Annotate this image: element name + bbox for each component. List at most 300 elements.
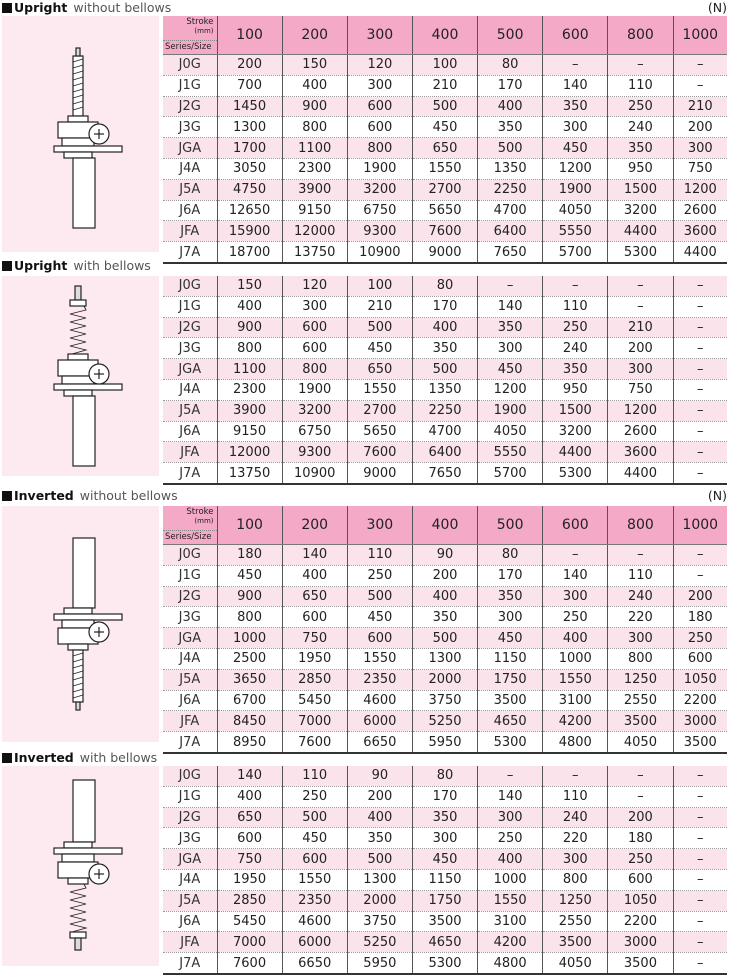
series-size-cell: J0G <box>163 55 217 76</box>
load-value-cell: 900 <box>217 317 282 338</box>
load-value-cell: 800 <box>282 359 347 380</box>
stroke-header: 800 <box>608 16 673 55</box>
load-value-cell: 800 <box>217 338 282 359</box>
load-value-cell: 250 <box>347 565 412 586</box>
load-value-cell: 4700 <box>412 421 477 442</box>
load-value-cell: 6400 <box>478 221 543 242</box>
stroke-header: 500 <box>478 506 543 545</box>
load-value-cell: 1550 <box>347 379 412 400</box>
load-value-cell: 400 <box>217 786 282 807</box>
load-value-cell: 80 <box>478 55 543 76</box>
load-value-cell: 3500 <box>608 711 673 732</box>
load-value-cell: 350 <box>478 117 543 138</box>
load-value-cell: 800 <box>608 648 673 669</box>
load-value-cell: 1550 <box>478 890 543 911</box>
jack-diagram-upright-with-bellows <box>2 276 159 476</box>
load-value-cell: 9300 <box>282 442 347 463</box>
load-value-cell: 5700 <box>543 242 608 263</box>
load-value-cell: 15900 <box>217 221 282 242</box>
load-value-cell: 3200 <box>282 400 347 421</box>
series-size-cell: J6A <box>163 200 217 221</box>
load-value-cell: 7650 <box>412 463 477 484</box>
load-value-cell: 3200 <box>608 200 673 221</box>
load-value-cell: 400 <box>412 317 477 338</box>
table-row <box>163 669 727 690</box>
load-value-cell: 5950 <box>347 953 412 974</box>
load-value-cell: 240 <box>543 338 608 359</box>
load-value-cell: 2700 <box>347 400 412 421</box>
load-value-cell: 1000 <box>543 648 608 669</box>
load-value-cell: – <box>673 442 727 463</box>
load-value-cell: – <box>673 807 727 828</box>
load-value-cell: 9000 <box>347 463 412 484</box>
load-value-cell: 1150 <box>478 648 543 669</box>
load-value-cell: 9150 <box>217 421 282 442</box>
load-value-cell: 210 <box>347 296 412 317</box>
load-value-cell: 1200 <box>478 379 543 400</box>
load-value-cell: 1900 <box>347 158 412 179</box>
load-value-cell: 500 <box>412 628 477 649</box>
load-value-cell: 80 <box>412 766 477 786</box>
load-value-cell: 750 <box>282 628 347 649</box>
series-size-cell: JGA <box>163 628 217 649</box>
load-value-cell: 9300 <box>347 221 412 242</box>
load-value-cell: 3500 <box>543 932 608 953</box>
load-table-upright-with-bellows <box>163 276 727 485</box>
series-size-cell: J7A <box>163 242 217 263</box>
square-bullet-icon <box>2 753 12 763</box>
series-size-cell: J5A <box>163 179 217 200</box>
load-value-cell: 3500 <box>673 732 727 753</box>
load-value-cell: 5550 <box>543 221 608 242</box>
load-value-cell: 2000 <box>412 669 477 690</box>
load-value-cell: 3500 <box>412 911 477 932</box>
load-value-cell: – <box>673 890 727 911</box>
load-table-inverted-without-bellows <box>163 506 727 754</box>
series-size-cell: J3G <box>163 338 217 359</box>
table-row <box>163 96 727 117</box>
load-value-cell: 210 <box>673 96 727 117</box>
load-value-cell: 600 <box>608 869 673 890</box>
table-row <box>163 296 727 317</box>
jack-diagram-upright-without-bellows <box>2 16 159 252</box>
load-value-cell: 1300 <box>412 648 477 669</box>
jack-diagram-inverted-without-bellows <box>2 506 159 742</box>
load-value-cell: 3500 <box>478 690 543 711</box>
load-value-cell: 4800 <box>478 953 543 974</box>
load-value-cell: 7600 <box>412 221 477 242</box>
load-value-cell: 8450 <box>217 711 282 732</box>
load-value-cell: 7650 <box>478 242 543 263</box>
load-value-cell: 1250 <box>543 890 608 911</box>
load-value-cell: 1550 <box>282 869 347 890</box>
series-size-cell: J5A <box>163 400 217 421</box>
stroke-header: 800 <box>608 506 673 545</box>
load-value-cell: 100 <box>412 55 477 76</box>
load-value-cell: 4050 <box>478 421 543 442</box>
load-value-cell: 500 <box>412 359 477 380</box>
load-value-cell: 400 <box>478 96 543 117</box>
inverted-jack-icon <box>2 506 159 742</box>
load-value-cell: 450 <box>347 607 412 628</box>
table-row <box>163 766 727 786</box>
load-value-cell: 900 <box>217 586 282 607</box>
load-value-cell: – <box>673 379 727 400</box>
load-value-cell: 4050 <box>608 732 673 753</box>
stroke-header: 1000 <box>673 506 727 545</box>
load-value-cell: 1000 <box>478 869 543 890</box>
table-row <box>163 400 727 421</box>
section-inverted-without-bellows <box>0 488 729 750</box>
load-value-cell: 80 <box>478 545 543 566</box>
load-value-cell: 500 <box>282 807 347 828</box>
load-value-cell: 10900 <box>347 242 412 263</box>
load-value-cell: 1300 <box>347 869 412 890</box>
load-value-cell: 240 <box>543 807 608 828</box>
load-value-cell: 150 <box>282 55 347 76</box>
load-value-cell: 13750 <box>217 463 282 484</box>
load-value-cell: 5650 <box>412 200 477 221</box>
load-value-cell: 450 <box>543 138 608 159</box>
table-row <box>163 828 727 849</box>
load-value-cell: 1950 <box>217 869 282 890</box>
series-size-cell: J4A <box>163 648 217 669</box>
series-size-cell: J2G <box>163 96 217 117</box>
load-value-cell: – <box>608 786 673 807</box>
load-value-cell: 200 <box>673 117 727 138</box>
table-row <box>163 221 727 242</box>
load-value-cell: 3650 <box>217 669 282 690</box>
load-value-cell: 4650 <box>412 932 477 953</box>
load-value-cell: 4400 <box>608 463 673 484</box>
series-size-cell: J6A <box>163 690 217 711</box>
load-value-cell: 1200 <box>608 400 673 421</box>
table-row <box>163 953 727 974</box>
load-value-cell: – <box>543 55 608 76</box>
load-value-cell: 1050 <box>673 669 727 690</box>
load-value-cell: 120 <box>282 276 347 296</box>
stroke-header: 1000 <box>673 16 727 55</box>
load-value-cell: 4600 <box>282 911 347 932</box>
load-value-cell: 1050 <box>608 890 673 911</box>
load-value-cell: 5650 <box>347 421 412 442</box>
load-value-cell: 1550 <box>412 158 477 179</box>
square-bullet-icon <box>2 261 12 271</box>
load-value-cell: 500 <box>347 586 412 607</box>
load-value-cell: 12000 <box>282 221 347 242</box>
load-value-cell: 400 <box>543 628 608 649</box>
load-value-cell: 10900 <box>282 463 347 484</box>
load-value-cell: 3200 <box>543 421 608 442</box>
load-value-cell: 350 <box>543 359 608 380</box>
load-value-cell: 2550 <box>608 690 673 711</box>
load-value-cell: – <box>478 766 543 786</box>
load-value-cell: – <box>673 932 727 953</box>
load-value-cell: 220 <box>543 828 608 849</box>
unit-label: (N) <box>707 488 727 503</box>
series-size-cell: J0G <box>163 545 217 566</box>
table-row <box>163 442 727 463</box>
load-value-cell: 3750 <box>347 911 412 932</box>
load-value-cell: – <box>673 565 727 586</box>
load-value-cell: 500 <box>478 138 543 159</box>
load-value-cell: 250 <box>282 786 347 807</box>
stroke-header: 200 <box>282 506 347 545</box>
load-value-cell: 1950 <box>282 648 347 669</box>
load-value-cell: 300 <box>608 359 673 380</box>
load-value-cell: 350 <box>478 317 543 338</box>
load-value-cell: – <box>543 766 608 786</box>
load-value-cell: 450 <box>347 338 412 359</box>
load-value-cell: – <box>478 276 543 296</box>
load-value-cell: 4200 <box>478 932 543 953</box>
load-value-cell: 4700 <box>478 200 543 221</box>
load-value-cell: 200 <box>673 586 727 607</box>
stroke-header: 100 <box>217 16 282 55</box>
table-row <box>163 648 727 669</box>
section-inverted-with-bellows <box>0 750 729 969</box>
load-value-cell: 400 <box>217 296 282 317</box>
load-value-cell: 3750 <box>412 690 477 711</box>
load-value-cell: – <box>673 953 727 974</box>
series-size-cell: J2G <box>163 317 217 338</box>
load-value-cell: 400 <box>282 565 347 586</box>
load-value-cell: 200 <box>217 55 282 76</box>
load-value-cell: – <box>673 400 727 421</box>
load-value-cell: 1300 <box>217 117 282 138</box>
table-row <box>163 179 727 200</box>
load-value-cell: – <box>673 828 727 849</box>
series-size-cell: J2G <box>163 586 217 607</box>
load-value-cell: 1100 <box>282 138 347 159</box>
load-value-cell: 350 <box>412 807 477 828</box>
load-value-cell: 600 <box>282 849 347 870</box>
series-size-cell: J7A <box>163 732 217 753</box>
load-value-cell: 1250 <box>608 669 673 690</box>
load-value-cell: 3900 <box>217 400 282 421</box>
stroke-header: 200 <box>282 16 347 55</box>
load-value-cell: – <box>673 463 727 484</box>
load-value-cell: 650 <box>217 807 282 828</box>
load-value-cell: 150 <box>217 276 282 296</box>
load-value-cell: 600 <box>217 828 282 849</box>
series-size-cell: J4A <box>163 379 217 400</box>
table-row <box>163 628 727 649</box>
load-value-cell: 300 <box>543 586 608 607</box>
load-value-cell: 200 <box>608 338 673 359</box>
series-size-cell: J1G <box>163 75 217 96</box>
load-value-cell: 300 <box>347 75 412 96</box>
table-row <box>163 158 727 179</box>
load-value-cell: 100 <box>347 276 412 296</box>
table-row <box>163 786 727 807</box>
load-value-cell: 4600 <box>347 690 412 711</box>
load-value-cell: 300 <box>608 628 673 649</box>
load-value-cell: 450 <box>478 628 543 649</box>
series-size-cell: JFA <box>163 442 217 463</box>
load-value-cell: 600 <box>673 648 727 669</box>
load-value-cell: 900 <box>282 96 347 117</box>
jack-diagram-inverted-with-bellows <box>2 766 159 966</box>
load-value-cell: 2200 <box>673 690 727 711</box>
load-value-cell: 400 <box>347 807 412 828</box>
load-value-cell: 750 <box>673 158 727 179</box>
table-row <box>163 586 727 607</box>
series-size-cell: J0G <box>163 276 217 296</box>
load-value-cell: 300 <box>543 849 608 870</box>
load-value-cell: 180 <box>217 545 282 566</box>
series-size-cell: J3G <box>163 828 217 849</box>
square-bullet-icon <box>2 3 12 13</box>
load-value-cell: 7600 <box>282 732 347 753</box>
load-value-cell: 350 <box>412 607 477 628</box>
stroke-header: 400 <box>412 506 477 545</box>
load-value-cell: 140 <box>217 766 282 786</box>
table-row <box>163 869 727 890</box>
load-value-cell: 1350 <box>412 379 477 400</box>
load-value-cell: 7600 <box>347 442 412 463</box>
table-row <box>163 338 727 359</box>
load-value-cell: 6400 <box>412 442 477 463</box>
load-value-cell: 300 <box>543 117 608 138</box>
load-value-cell: 1750 <box>412 890 477 911</box>
table-row <box>163 890 727 911</box>
series-size-cell: JGA <box>163 849 217 870</box>
load-value-cell: 6750 <box>347 200 412 221</box>
load-value-cell: 1700 <box>217 138 282 159</box>
load-value-cell: 170 <box>478 75 543 96</box>
load-value-cell: 5250 <box>347 932 412 953</box>
load-value-cell: 750 <box>217 849 282 870</box>
load-value-cell: 4050 <box>543 200 608 221</box>
load-value-cell: – <box>673 55 727 76</box>
load-value-cell: 450 <box>412 117 477 138</box>
load-value-cell: 600 <box>282 317 347 338</box>
load-value-cell: 170 <box>412 296 477 317</box>
load-value-cell: 110 <box>608 75 673 96</box>
table-header-row <box>163 16 727 55</box>
load-value-cell: 1200 <box>543 158 608 179</box>
table-row <box>163 807 727 828</box>
table-row <box>163 200 727 221</box>
load-value-cell: – <box>673 911 727 932</box>
load-value-cell: 8950 <box>217 732 282 753</box>
load-value-cell: – <box>608 766 673 786</box>
stroke-header: 600 <box>543 506 608 545</box>
load-value-cell: – <box>608 545 673 566</box>
load-value-cell: 4650 <box>478 711 543 732</box>
section-title: Inverted without bellows <box>2 488 178 504</box>
table-row <box>163 849 727 870</box>
load-value-cell: 2000 <box>347 890 412 911</box>
load-value-cell: – <box>673 786 727 807</box>
load-value-cell: 450 <box>478 359 543 380</box>
load-value-cell: 4400 <box>608 221 673 242</box>
section-title: Inverted with bellows <box>2 750 157 766</box>
load-value-cell: 2700 <box>412 179 477 200</box>
section-upright-with-bellows <box>0 258 729 481</box>
table-row <box>163 317 727 338</box>
corner-header-cell: Stroke (mm) Series/Size <box>163 16 217 55</box>
series-size-cell: J4A <box>163 158 217 179</box>
load-value-cell: 500 <box>347 849 412 870</box>
series-size-cell: J5A <box>163 669 217 690</box>
load-value-cell: 950 <box>543 379 608 400</box>
load-value-cell: 200 <box>412 565 477 586</box>
table-row <box>163 359 727 380</box>
load-value-cell: 600 <box>282 607 347 628</box>
load-value-cell: 1900 <box>478 400 543 421</box>
table-row <box>163 690 727 711</box>
load-value-cell: 170 <box>478 565 543 586</box>
load-value-cell: 3600 <box>673 221 727 242</box>
load-value-cell: 800 <box>217 607 282 628</box>
load-value-cell: – <box>673 766 727 786</box>
load-value-cell: 650 <box>347 359 412 380</box>
table-row <box>163 565 727 586</box>
load-value-cell: 350 <box>543 96 608 117</box>
load-value-cell: 650 <box>412 138 477 159</box>
load-value-cell: 2200 <box>608 911 673 932</box>
load-value-cell: 2600 <box>673 200 727 221</box>
load-value-cell: 700 <box>217 75 282 96</box>
table-row <box>163 55 727 76</box>
upright-bellows-jack-icon <box>2 276 159 476</box>
load-value-cell: – <box>608 276 673 296</box>
load-value-cell: 6750 <box>282 421 347 442</box>
table-row <box>163 463 727 484</box>
load-value-cell: 4800 <box>543 732 608 753</box>
load-value-cell: 2550 <box>543 911 608 932</box>
load-value-cell: 2350 <box>282 890 347 911</box>
load-value-cell: – <box>673 849 727 870</box>
load-value-cell: 450 <box>217 565 282 586</box>
load-value-cell: 250 <box>608 96 673 117</box>
table-row <box>163 117 727 138</box>
load-value-cell: 6650 <box>282 953 347 974</box>
load-value-cell: 240 <box>608 117 673 138</box>
load-value-cell: – <box>673 338 727 359</box>
load-value-cell: 400 <box>412 586 477 607</box>
load-value-cell: 240 <box>608 586 673 607</box>
load-value-cell: 200 <box>608 807 673 828</box>
load-value-cell: 250 <box>478 828 543 849</box>
load-value-cell: 110 <box>282 766 347 786</box>
load-value-cell: 600 <box>347 117 412 138</box>
load-value-cell: 2300 <box>217 379 282 400</box>
load-value-cell: 1150 <box>412 869 477 890</box>
table-row <box>163 711 727 732</box>
load-value-cell: 600 <box>347 96 412 117</box>
square-bullet-icon <box>2 491 12 501</box>
stroke-header: 600 <box>543 16 608 55</box>
load-value-cell: 5300 <box>478 732 543 753</box>
load-value-cell: 5700 <box>478 463 543 484</box>
series-size-cell: J1G <box>163 565 217 586</box>
table-row <box>163 545 727 566</box>
load-value-cell: – <box>673 296 727 317</box>
load-value-cell: 3500 <box>608 953 673 974</box>
load-value-cell: 500 <box>412 96 477 117</box>
load-value-cell: 9000 <box>412 242 477 263</box>
load-value-cell: 300 <box>673 138 727 159</box>
table-row <box>163 911 727 932</box>
load-value-cell: 2600 <box>608 421 673 442</box>
load-value-cell: 18700 <box>217 242 282 263</box>
load-value-cell: 6650 <box>347 732 412 753</box>
load-value-cell: 6000 <box>347 711 412 732</box>
series-size-cell: J1G <box>163 296 217 317</box>
